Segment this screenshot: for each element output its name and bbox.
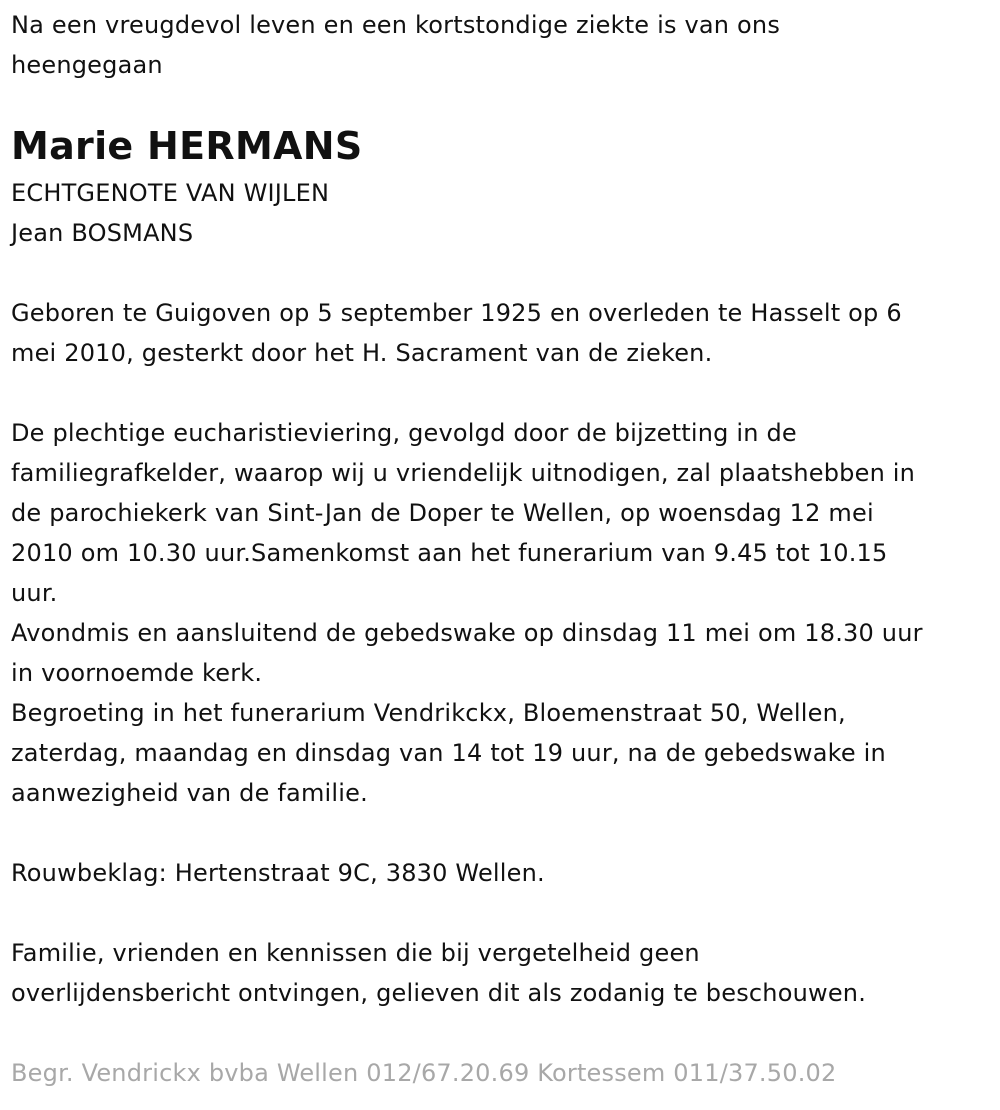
ceremony-line: aanwezigheid van de familie.: [11, 779, 368, 807]
intro-line: heengegaan: [11, 51, 163, 79]
ceremony-line: zaterdag, maandag en dinsdag van 14 tot 19 uur, na de gebedswake in: [11, 739, 886, 767]
notice-line: overlijdensbericht ontvingen, gelieven dit als zodanig te beschouwen.: [11, 979, 867, 1007]
birth-death-line: Geboren te Guigoven op 5 september 1925 en overleden te Hasselt op 6: [11, 299, 902, 327]
notice-line: Familie, vrienden en kennissen die bij vergetelheid geen: [11, 939, 700, 967]
spouse-name: Jean BOSMANS: [11, 219, 194, 247]
ceremony-line: Avondmis en aansluitend de gebedswake op dinsdag 11 mei om 18.30 uur: [11, 619, 923, 647]
ceremony-line: familiegrafkelder, waarop wij u vriendelijk uitnodigen, zal plaatshebben in: [11, 459, 916, 487]
ceremony-line: 2010 om 10.30 uur.Samenkomst aan het funerarium van 9.45 tot 10.15: [11, 539, 888, 567]
deceased-name: Marie HERMANS: [11, 124, 363, 168]
birth-death-line: mei 2010, gesterkt door het H. Sacrament van de zieken.: [11, 339, 713, 367]
ceremony-line: in voornoemde kerk.: [11, 659, 263, 687]
funeral-home-footer: Begr. Vendrickx bvba Wellen 012/67.20.69 Kortessem 011/37.50.02: [11, 1059, 837, 1087]
ceremony-line: Begroeting in het funerarium Vendrikckx, Bloemenstraat 50, Wellen,: [11, 699, 846, 727]
intro-line: Na een vreugdevol leven en een kortstondige ziekte is van ons: [11, 11, 781, 39]
condolence-address: Rouwbeklag: Hertenstraat 9C, 3830 Wellen.: [11, 859, 545, 887]
ceremony-line: uur.: [11, 579, 58, 607]
ceremony-line: De plechtige eucharistieviering, gevolgd door de bijzetting in de: [11, 419, 797, 447]
ceremony-line: de parochiekerk van Sint-Jan de Doper te Wellen, op woensdag 12 mei: [11, 499, 874, 527]
spouse-title: ECHTGENOTE VAN WIJLEN: [11, 179, 330, 207]
